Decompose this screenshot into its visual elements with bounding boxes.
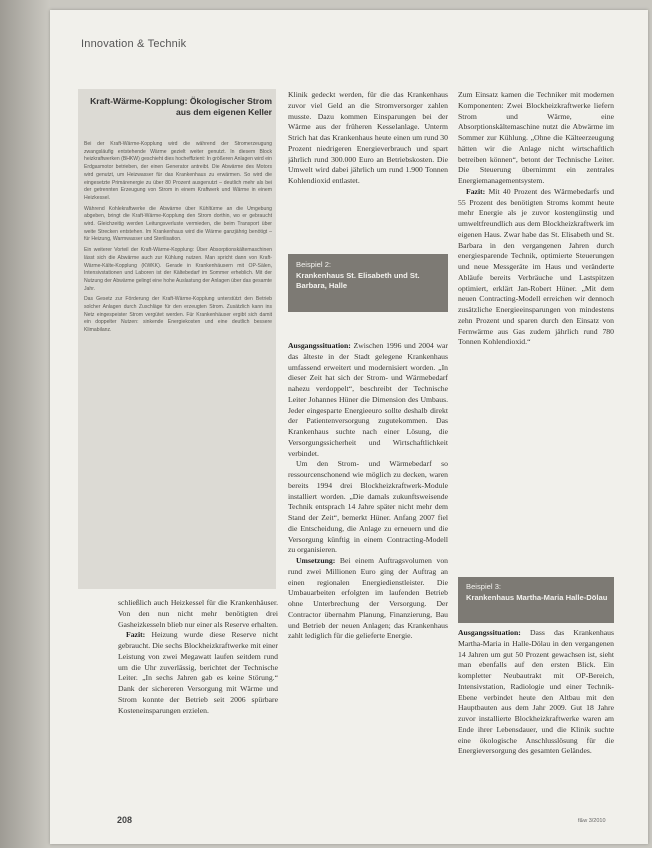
body-paragraph: Fazit: Heizung wurde diese Reserve nicht gebraucht. Die sechs Blockheizkraftwerke mit einer Leistung von zwei Megawatt laufen seitdem rund um die Uhr zuverlässig, berichtet der Technische Leiter. „In sechs Jahren gab es keine Störung.“ Dank der sichereren Versorgung mit Wärme und Strom konnte der Betrieb seit 2006 spürbare Kosteneinsparungen erzielen. xyxy=(118,630,278,715)
info-box-paragraph: Das Gesetz zur Förderung der Kraft-Wärme-Kopplung unterstützt den Betrieb solcher Anlagen durch Zuschläge für den erzeugten Strom. Zusätzlich kann ins Netz eingespeister Strom vergütet werden. Für Krankenhäuser ergibt sich damit ein doppelter Nutzen: sinkende Energiekosten und eine deutlich bessere Klimabilanz. xyxy=(84,296,272,334)
body-paragraph: Ausgangssituation: Zwischen 1996 und 2004 war das älteste in der Stadt gelegene Krankenhaus umfassend erweitert und modernisiert worden. „In dieser Zeit hat sich der Strom- und Wärmebedarf nahezu verdoppelt“, beschreibt der Technische Leiter Johannes Hüner die Dimension des Umbaus. Jeder eingesparte Energieeuro sollte deshalb direkt der Patientenversorgung zugutekommen. Das Krankenhaus suchte nach einer Lösung, die Versorgungssicherheit und Wirtschaftlichkeit verbindet. xyxy=(288,341,448,458)
issue-label: f&w 3/2010 xyxy=(578,818,606,824)
body-paragraph: Um den Strom- und Wärmebedarf so ressourcenschonend wie möglich zu decken, waren bereits 1994 drei Blockheizkraftwerk-Module installiert worden. „Die damals zukunftsweisende Technik entsprach 14 Jahre später nicht mehr dem Stand der Zeit“, bemerkt Hüner. Anfang 2007 fiel die Entscheidung, die Anlage zu erneuern und die Versorgung künftig in einem Contracting-Modell zu organisieren. xyxy=(288,459,448,555)
paragraph-lead: Umsetzung: xyxy=(296,556,336,565)
body-paragraph: Zum Einsatz kamen die Techniker mit modernen Komponenten: Zwei Blockheizkraftwerke liefern Strom und Wärme, eine Absorptionskältemaschine nutzt die Abwärme im Sommer zur Kühlung. „Ohne die Kälteerzeugung hätten wir die Anlage nicht wirtschaftlich betreiben können“, betont der Technische Leiter. Die Steuerung übernimmt ein zentrales Energiemanagementsystem. xyxy=(458,90,614,185)
case-kicker: Beispiel 2: xyxy=(296,260,332,269)
column-middle-text xyxy=(288,341,448,821)
case-kicker: Beispiel 3: xyxy=(466,582,502,591)
paragraph-lead: Fazit: xyxy=(466,186,486,196)
binding-shadow xyxy=(0,0,50,848)
column-right-bottom-text xyxy=(458,628,614,823)
info-box-paragraph: Während Kohlekraftwerke die Abwärme über Kühltürme an die Umgebung abgeben, bringt die Kraft-Wärme-Kopplung den Strom dorthin, wo er gebraucht wird. Gleichzeitig werden Leitungsverluste vermieden, die beim Transport über weite Strecken entstehen. Im Krankenhaus wird die Wärme ganzjährig benötigt – für Heizung, Warmwasser und Sterilisation. xyxy=(84,205,272,243)
case-header-example-2 xyxy=(288,254,448,312)
body-paragraph: Klinik gedeckt werden, für die das Krankenhaus zuvor viel Geld an die Stromversorger zahlen musste. Dazu kommen Einsparungen bei der Wärme aus der früheren Kesselanlage. Unterm Strich hat das Krankenhaus heute einen um rund 30 Prozent niedrigeren Energieverbrauch und spart jährlich rund 300.000 Euro an Betriebskosten. Die Umwelt wird dabei jährlich um rund 1.900 Tonnen Kohlendioxid entlastet. xyxy=(288,90,448,185)
case-title: Krankenhaus St. Elisabeth und St. Barbara, Halle xyxy=(296,270,420,290)
page-number: 208 xyxy=(117,815,133,825)
body-paragraph: Fazit: Mit 40 Prozent des Wärmebedarfs und 55 Prozent des benötigten Stroms kommt heute mehr Energie als je zuvor kostengünstig und umweltfreundlich aus dem Blockheizkraftwerk im eigenen Haus. Zwar habe das St. Elisabeth und St. Barbara in den vergangenen Jahren durch energiesparende Technik, optimierte Steuerungen und neue Messgeräte im Haus und veränderte Abläufe bereits Verbräuche und Lastspitzen optimiert, erklärt Jan-Robert Hüner. „Mit dem neuen Contracting-Modell erreichen wir dennoch zusätzliche Energieeinsparungen von mindestens zehn Prozent und sparen durch den Einsatz von Fernwärme aus Gas zudem jährlich rund 780 Tonnen Kohlendioxid.“ xyxy=(458,186,614,347)
case-header-example-3 xyxy=(458,577,614,623)
section-header: Innovation & Technik xyxy=(81,38,187,50)
column-left-text xyxy=(118,598,278,818)
paragraph-lead: Ausgangssituation: xyxy=(288,341,351,350)
paragraph-lead: Fazit: xyxy=(126,630,146,640)
body-paragraph: Umsetzung: Bei einem Auftragsvolumen von rund zwei Millionen Euro ging der Auftrag an einen regionalen Energiedienstleister. Die Umbauarbeiten erfolgten im laufenden Betrieb ohne Unterbrechung der Versorgung. Der Contractor übernahm Planung, Finanzierung, Bau und Betrieb der neuen Anlagen; das Krankenhaus zahlt lediglich für die gelieferte Energie. xyxy=(288,556,448,641)
info-box-title: Kraft-Wärme-Kopplung: Ökologischer Strom aus dem eigenen Keller xyxy=(90,96,272,117)
paragraph-lead: Ausgangssituation: xyxy=(458,628,521,637)
column-right-top-text xyxy=(458,90,614,460)
info-box-text xyxy=(84,141,272,581)
case-title: Krankenhaus Martha-Maria Halle-Dölau xyxy=(466,592,608,602)
body-paragraph: schließlich auch Heizkessel für die Krankenhäuser. Von den nun nicht mehr benötigten drei Gasheizkesseln blieb nur einer als Reserve erhalten. xyxy=(118,598,278,629)
body-paragraph: Ausgangssituation: Dass das Krankenhaus Martha-Maria in Halle-Dölau in den vergangenen 14 Jahren um gut 50 Prozent gewachsen ist, sieht man ebenfalls auf den ersten Blick. Ein kompletter Neubautrakt mit OP-Bereich, Intensivstation, Radiologie und einer Technik-Ebene verbindet heute den Altbau mit den Hauptbauten aus dem Jahr 2009. Gut 18 Jahre zuvor installierte Blockheizkraftwerke waren am Ende ihrer Lebensdauer, und die Klinik suchte eine ökologische Anschlusslösung für die Energieversorgung des gesamten Geländes. xyxy=(458,628,614,756)
info-box-paragraph: Ein weiterer Vorteil der Kraft-Wärme-Kopplung: Über Absorptionskältemaschinen lässt sich die Abwärme auch zur Kühlung nutzen. Man spricht dann von Kraft-Wärme-Kälte-Kopplung (KWKK). Gerade in Krankenhäusern mit OP-Sälen, Intensivstationen und Laboren ist der Kältebedarf im Sommer erheblich. Mit der Nutzung der Abwärme gelingt eine hohe Auslastung der Anlagen über das gesamte Jahr. xyxy=(84,247,272,292)
column-middle-top-text xyxy=(288,90,448,255)
info-box-paragraph: Bei der Kraft-Wärme-Kopplung wird die während der Stromerzeugung zwangsläufig entstehende Wärme gezielt weiter genutzt. In diesem Block heizkraftwerken (BHKW) geschieht dies hocheffizient: In größeren Anlagen wird ein Erdgasmotor betrieben, der einen Generator antreibt. Die Abwärme des Motors wird genutzt, um Heizwasser für das Krankenhaus zu erwärmen. So wird die eingesetzte Primärenergie zu über 80 Prozent ausgenutzt – deutlich mehr als bei der getrennten Erzeugung von Strom in einem Kraftwerk und Wärme in einem Heizkessel. xyxy=(84,141,272,201)
info-box xyxy=(78,89,276,589)
